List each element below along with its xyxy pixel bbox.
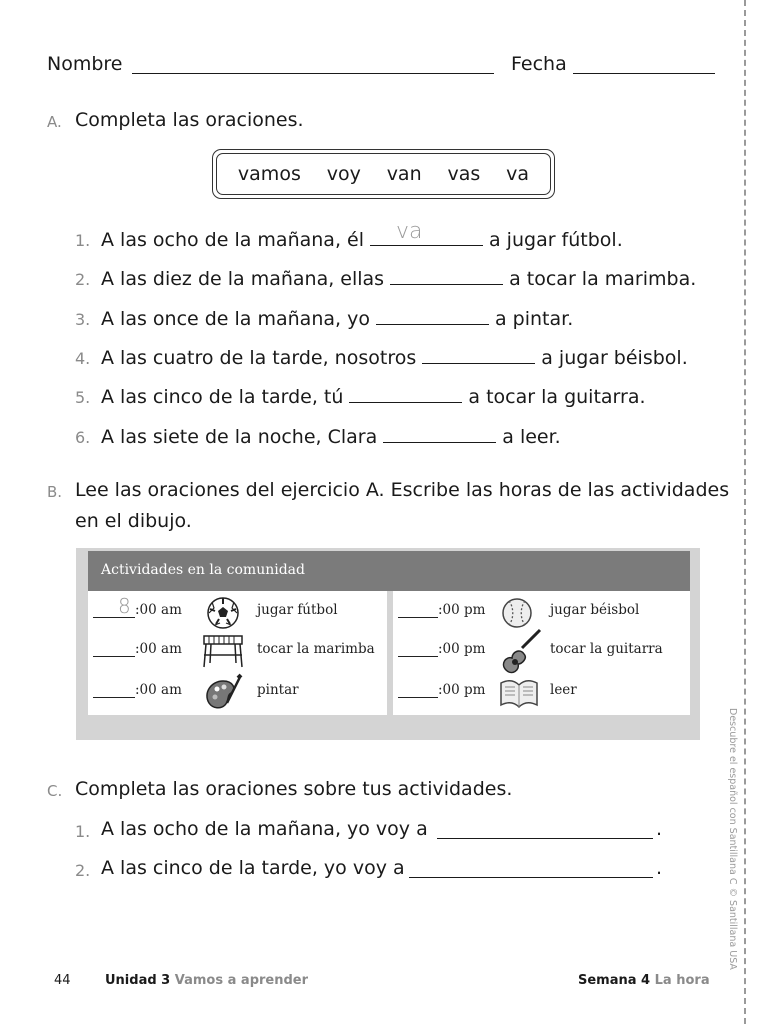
item-number: 3. — [75, 310, 91, 329]
item-number: 4. — [75, 349, 91, 368]
section-b-instruction-2: en el dibujo. — [75, 510, 192, 532]
soccer-ball-icon — [206, 596, 240, 634]
activity-panel-title: Actividades en la comunidad — [101, 562, 305, 578]
sentence-before: A las once de la mañana, yo — [101, 308, 370, 330]
sentence-item — [75, 424, 561, 448]
time-answer-field[interactable] — [398, 697, 438, 698]
answer-blank[interactable] — [390, 266, 503, 285]
section-b-instruction-1: Lee las oraciones del ejercicio A. Escribe las horas de las actividades — [75, 479, 730, 501]
word-bank-item: vamos — [237, 163, 301, 185]
activity-label: jugar fútbol — [257, 602, 338, 618]
answer-blank[interactable] — [349, 384, 462, 403]
item-number: 2. — [75, 861, 91, 880]
activity-label: leer — [550, 682, 577, 698]
paint-palette-icon — [203, 673, 243, 715]
c-item-text: A las ocho de la mañana, yo voy a — [101, 818, 428, 840]
footer-week — [578, 973, 710, 988]
item-number: 5. — [75, 388, 91, 407]
item-number: 1. — [75, 231, 91, 250]
marimba-icon — [201, 633, 245, 673]
word-bank — [212, 149, 555, 199]
book-icon — [499, 677, 539, 713]
time-answer-text: 8 — [118, 594, 131, 618]
footer-unit-title: Vamos a aprender — [174, 973, 309, 988]
c-item-period: . — [656, 818, 663, 840]
answer-blank[interactable] — [376, 306, 489, 325]
c-item-text: A las cinco de la tarde, yo voy a — [101, 857, 405, 879]
sentence-before: A las diez de la mañana, ellas — [101, 268, 385, 290]
sentence-item — [75, 384, 646, 408]
time-suffix: :00 am — [135, 641, 182, 657]
answer-blank[interactable] — [370, 219, 483, 246]
footer-week-number: Semana 4 — [578, 973, 651, 988]
sentence-before: A las siete de la noche, Clara — [101, 426, 378, 448]
time-answer-field[interactable] — [398, 656, 438, 657]
activity-label: jugar béisbol — [550, 602, 640, 618]
section-b-letter: B. — [47, 483, 63, 501]
answer-blank[interactable] — [383, 424, 496, 443]
activity-label: tocar la guitarra — [550, 641, 663, 657]
word-bank-item: van — [386, 163, 422, 185]
answer-blank[interactable] — [422, 345, 535, 364]
sentence-item — [75, 266, 696, 290]
time-answer-field[interactable] — [398, 617, 438, 618]
sentence-after: a pintar. — [494, 308, 574, 330]
sentence-before: A las cuatro de la tarde, nosotros — [101, 347, 417, 369]
copyright-credit: Descubre el español con Santillana C © Santillana USA — [727, 708, 738, 970]
c-answer-field[interactable] — [409, 877, 653, 878]
sentence-item — [75, 306, 573, 330]
sentence-after: a leer. — [502, 426, 561, 448]
page-number: 44 — [54, 973, 71, 988]
name-label: Nombre — [47, 53, 123, 75]
date-field[interactable] — [573, 73, 715, 74]
section-c-instruction: Completa las oraciones sobre tus actividades. — [75, 778, 513, 800]
time-suffix: :00 pm — [438, 602, 486, 618]
sentence-after: a tocar la guitarra. — [468, 386, 646, 408]
c-answer-field[interactable] — [437, 838, 653, 839]
section-a-letter: A. — [47, 113, 62, 131]
item-number: 6. — [75, 428, 91, 447]
footer-unit — [105, 973, 308, 988]
name-field[interactable] — [132, 73, 494, 74]
activity-label: pintar — [257, 682, 299, 698]
date-label: Fecha — [511, 53, 567, 75]
footer-week-title: La hora — [654, 973, 710, 988]
footer-unit-number: Unidad 3 — [105, 973, 171, 988]
word-bank-item: vas — [447, 163, 481, 185]
perforation-line — [744, 0, 746, 1024]
c-item-period: . — [656, 857, 663, 879]
guitar-icon — [500, 628, 544, 680]
sentence-before: A las ocho de la mañana, él — [101, 229, 364, 251]
time-suffix: :00 pm — [438, 641, 486, 657]
activity-label: tocar la marimba — [257, 641, 375, 657]
time-suffix: :00 pm — [438, 682, 486, 698]
sentence-before: A las cinco de la tarde, tú — [101, 386, 344, 408]
time-answer-field[interactable] — [93, 656, 135, 657]
activity-panel-header — [88, 551, 690, 591]
sentence-after: a jugar béisbol. — [541, 347, 688, 369]
time-answer-field[interactable] — [93, 697, 135, 698]
section-c-letter: C. — [47, 782, 63, 800]
word-bank-item: voy — [326, 163, 361, 185]
sentence-item — [75, 219, 623, 251]
item-number: 2. — [75, 270, 91, 289]
answer-text: va — [396, 219, 423, 244]
section-a-instruction: Completa las oraciones. — [75, 109, 304, 131]
time-suffix: :00 am — [135, 682, 182, 698]
sentence-after: a tocar la marimba. — [509, 268, 697, 290]
item-number: 1. — [75, 822, 91, 841]
time-suffix: :00 am — [135, 602, 182, 618]
sentence-item — [75, 345, 688, 369]
word-bank-item: va — [506, 163, 530, 185]
sentence-after: a jugar fútbol. — [489, 229, 623, 251]
